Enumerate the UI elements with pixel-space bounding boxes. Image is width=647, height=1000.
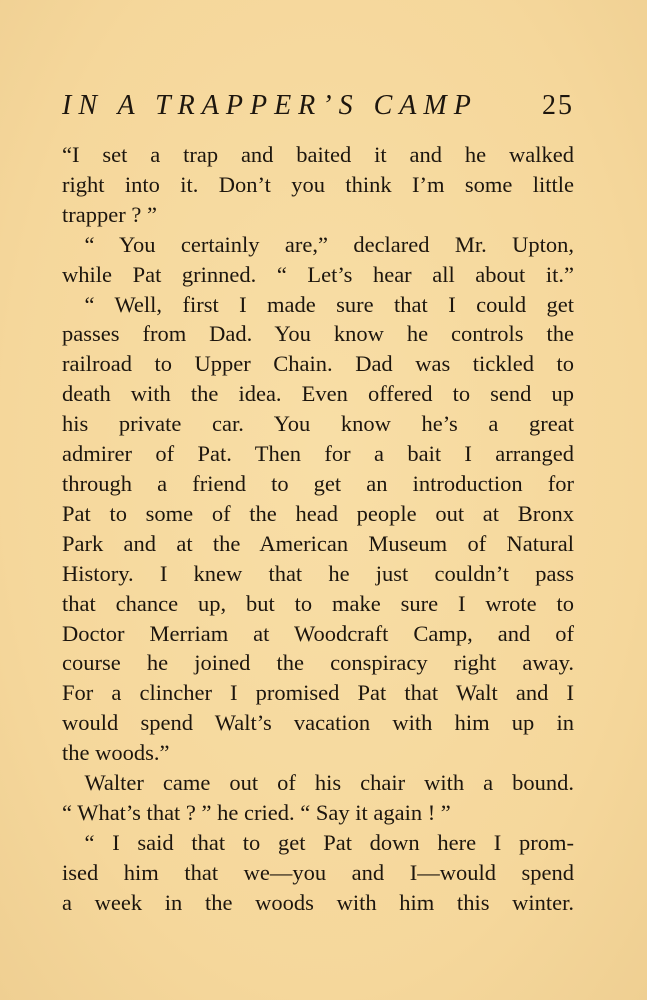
text-line: “ You certainly are,” declared Mr. Upton, — [62, 231, 574, 257]
text-line: For a clincher I promised Pat that Walt and I — [62, 680, 574, 706]
text-line: “ I said that to get Pat down here I prom- — [62, 829, 574, 855]
text-line: death with the idea. Even offered to send up — [62, 381, 574, 407]
text-line: trapper ? ” — [62, 201, 157, 227]
text-line: that chance up, but to make sure I wrote to — [62, 590, 574, 616]
text-line: his private car. You know he’s a great — [62, 411, 574, 437]
text-line: while Pat grinned. “ Let’s hear all about it.” — [62, 261, 574, 287]
text-line: a week in the woods with him this winter. — [62, 889, 574, 915]
text-line: ised him that we—you and I—would spend — [62, 859, 574, 885]
text-line: course he joined the conspiracy right away. — [62, 650, 574, 676]
text-line: “ What’s that ? ” he cried. “ Say it again ! ” — [62, 799, 451, 825]
text-line: right into it. Don’t you think I’m some little — [62, 171, 574, 197]
page-number: 25 — [542, 90, 574, 121]
text-line: would spend Walt’s vacation with him up in — [62, 710, 574, 736]
text-line: “ Well, first I made sure that I could get — [62, 291, 574, 317]
text-line: History. I knew that he just couldn’t pass — [62, 560, 574, 586]
text-line: through a friend to get an introduction for — [62, 470, 574, 496]
text-line: “I set a trap and baited it and he walked — [62, 142, 574, 167]
text-line: passes from Dad. You know he controls the — [62, 321, 574, 347]
text-line: Park and at the American Museum of Natural — [62, 530, 574, 556]
text-line: admirer of Pat. Then for a bait I arranged — [62, 441, 574, 467]
text-line: the woods.” — [62, 740, 170, 766]
text-line: railroad to Upper Chain. Dad was tickled to — [62, 351, 574, 377]
running-head — [62, 92, 574, 120]
text-line: Doctor Merriam at Woodcraft Camp, and of — [62, 620, 574, 646]
running-head-title: IN A TRAPPER’S CAMP — [62, 90, 478, 121]
body-text — [62, 140, 574, 918]
text-line: Walter came out of his chair with a bound. — [62, 770, 574, 796]
text-line: Pat to some of the head people out at Bronx — [62, 500, 574, 526]
